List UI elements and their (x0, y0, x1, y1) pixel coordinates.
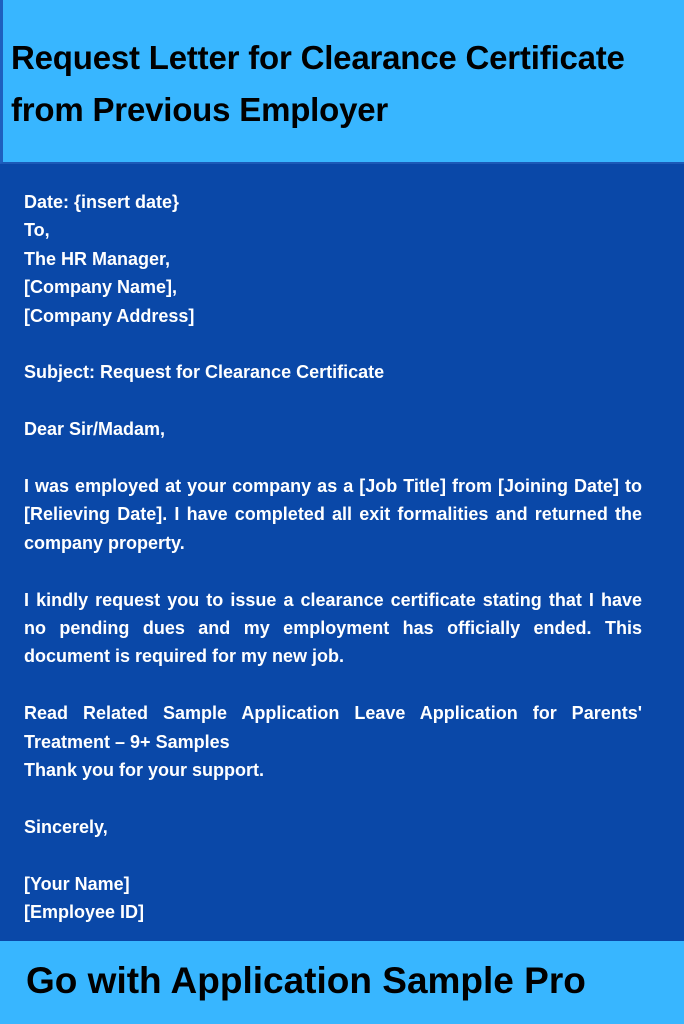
company-name-line: [Company Name], (24, 277, 178, 298)
company-address-line: [Company Address] (24, 305, 195, 326)
subject-line: Subject: Request for Clearance Certificate (24, 362, 385, 383)
signature-name-line: [Your Name] (24, 873, 130, 894)
recipient-line: The HR Manager, (24, 248, 171, 269)
spacer (24, 784, 642, 812)
body-paragraph-employment: I was employed at your company as a [Job Title] from [Joining Date] to [Relieving Date]. I have completed all exit formalities and returned the company property. (24, 476, 642, 553)
footer-banner (0, 941, 684, 1024)
spacer (24, 387, 642, 415)
letter-body (24, 188, 642, 926)
to-line: To, (24, 220, 50, 241)
salutation-line: Dear Sir/Madam, (24, 419, 166, 440)
footer-brand-text: Go with Application Sample Pro (26, 960, 586, 1001)
signature-id-line: [Employee ID] (24, 902, 145, 923)
spacer (24, 671, 642, 699)
spacer (24, 841, 642, 869)
page-title: Request Letter for Clearance Certificate from Previous Employer (11, 39, 625, 128)
spacer (24, 444, 642, 472)
body-paragraph-request: I kindly request you to issue a clearance certificate stating that I have no pending dues and my employment has officially ended. This document is required for my new job. (24, 589, 642, 667)
header-banner (0, 0, 684, 164)
spacer (24, 330, 642, 358)
thanks-line: Thank you for your support. (24, 760, 265, 781)
closing-line: Sincerely, (24, 816, 108, 837)
spacer (24, 557, 642, 585)
date-line: Date: {insert date} (24, 192, 180, 212)
related-article-link[interactable]: Read Related Sample Application Leave Application for Parents' Treatment – 9+ Samples (24, 703, 642, 752)
